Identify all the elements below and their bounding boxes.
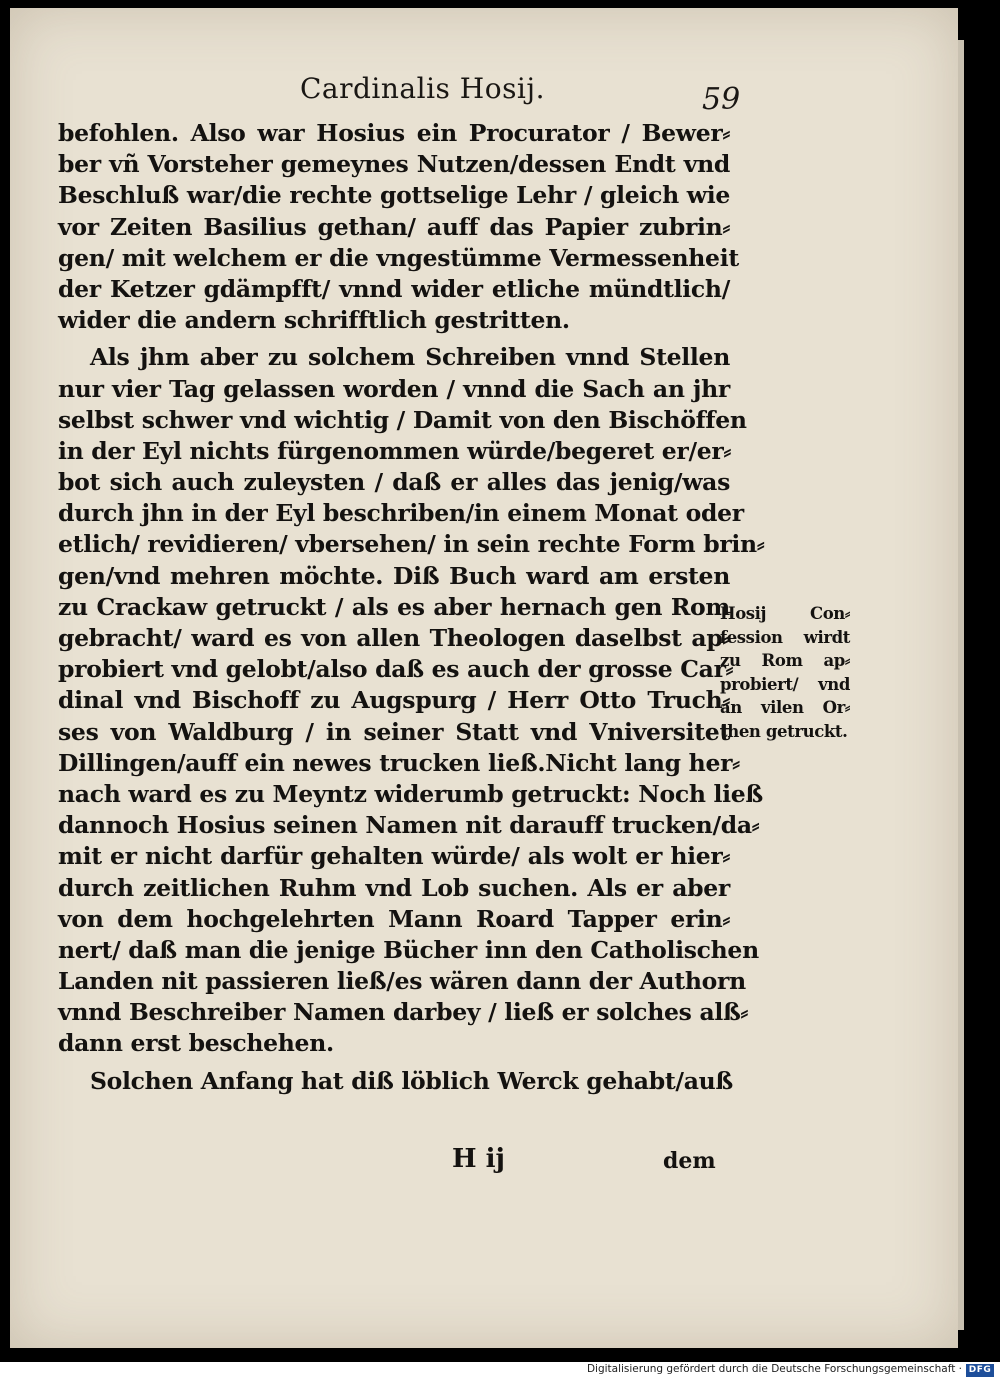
text-line: mit er nicht darfür gehalten würde/ als wolt er hier⸗ <box>58 842 730 871</box>
text-line: vnnd Beschreiber Namen darbey / ließ er solches alß⸗ <box>58 998 749 1027</box>
text-line: wider die andern schrifftlich gestritten. <box>58 306 570 335</box>
marginal-note-line: an vilen Or⸗ <box>720 698 850 718</box>
text-line: durch zeitlichen Ruhm vnd Lob suchen. Als er aber <box>58 873 730 902</box>
text-line: probiert vnd gelobt/also daß es auch der grosse Car⸗ <box>58 655 734 684</box>
text-line: nur vier Tag gelassen worden / vnnd die Sach an jhr <box>58 374 730 403</box>
text-line: bot sich auch zuleysten / daß er alles das jenig/was <box>58 468 730 497</box>
text-line: durch jhn in der Eyl beschriben/in einem Monat oder <box>58 499 744 528</box>
text-line: ber vñ Vorsteher gemeynes Nutzen/dessen Endt vnd <box>58 150 730 179</box>
text-line: in der Eyl nichts fürgenommen würde/begeret er/er⸗ <box>58 436 732 465</box>
page-number: 59 <box>702 82 741 117</box>
text-line: Als jhm aber zu solchem Schreiben vnnd Stellen <box>90 343 730 372</box>
text-line: befohlen. Also war Hosius ein Procurator / Bewer⸗ <box>58 119 730 147</box>
text-line: von dem hochgelehrten Mann Roard Tapper erin⸗ <box>58 904 730 933</box>
marginal-note <box>720 602 850 744</box>
text-line: dannoch Hosius seinen Namen nit darauff trucken/da⸗ <box>58 811 760 840</box>
text-line: Landen nit passieren ließ/es wären dann der Authorn <box>58 967 746 996</box>
text-line: gebracht/ ward es von allen Theologen daselbst ap⸗ <box>58 624 730 652</box>
marginal-note-line: Hosij Con⸗ <box>720 604 850 623</box>
marginal-note-line: fession wirdt <box>720 627 850 647</box>
text-line: Dillingen/auff ein newes trucken ließ.Nicht lang her⸗ <box>58 748 740 777</box>
digitization-credit: Digitalisierung gefördert durch die Deutsche Forschungsgemeinschaft · <box>586 1363 962 1375</box>
body-text <box>58 118 765 1097</box>
catchword: dem <box>663 1148 716 1174</box>
marginal-note-line: zu Rom ap⸗ <box>720 651 850 671</box>
marginal-note-line: then getruckt. <box>720 721 848 741</box>
text-line: gen/vnd mehren möchte. Diß Buch ward am ersten <box>58 561 730 590</box>
text-line: dann erst beschehen. <box>58 1029 334 1058</box>
text-line: zu Crackaw getruckt / als es aber hernach gen Rom <box>58 592 730 621</box>
marginal-note-line: probiert/ vnd <box>720 674 850 694</box>
running-head: Cardinalis Hosij. <box>300 72 545 105</box>
text-line: nert/ daß man die jenige Bücher inn den Catholischen <box>58 935 759 964</box>
text-line: Beschluß war/die rechte gottselige Lehr / gleich wie <box>58 181 730 210</box>
text-line: vor Zeiten Basilius gethan/ auff das Papier zubrin⸗ <box>58 212 730 241</box>
text-line: selbst schwer vnd wichtig / Damit von den Bischöffen <box>58 405 747 434</box>
text-line: dinal vnd Bischoff zu Augspurg / Herr Otto Truch⸗ <box>58 686 730 715</box>
dfg-logo: DFG <box>966 1364 994 1377</box>
text-line: gen/ mit welchem er die vngestümme Vermessenheit <box>58 243 739 272</box>
text-line: der Ketzer gdämpfft/ vnnd wider etliche mündtlich/ <box>58 274 730 303</box>
page-edge <box>958 40 964 1330</box>
text-line: Solchen Anfang hat diß löblich Werck gehabt/auß <box>90 1066 733 1095</box>
signature-mark: H ij <box>452 1144 505 1174</box>
text-line: nach ward es zu Meyntz widerumb getruckt: Noch ließ <box>58 779 763 808</box>
text-line: etlich/ revidieren/ vbersehen/ in sein rechte Form brin⸗ <box>58 530 765 559</box>
text-line: ses von Waldburg / in seiner Statt vnd Vniversitet <box>58 717 730 746</box>
